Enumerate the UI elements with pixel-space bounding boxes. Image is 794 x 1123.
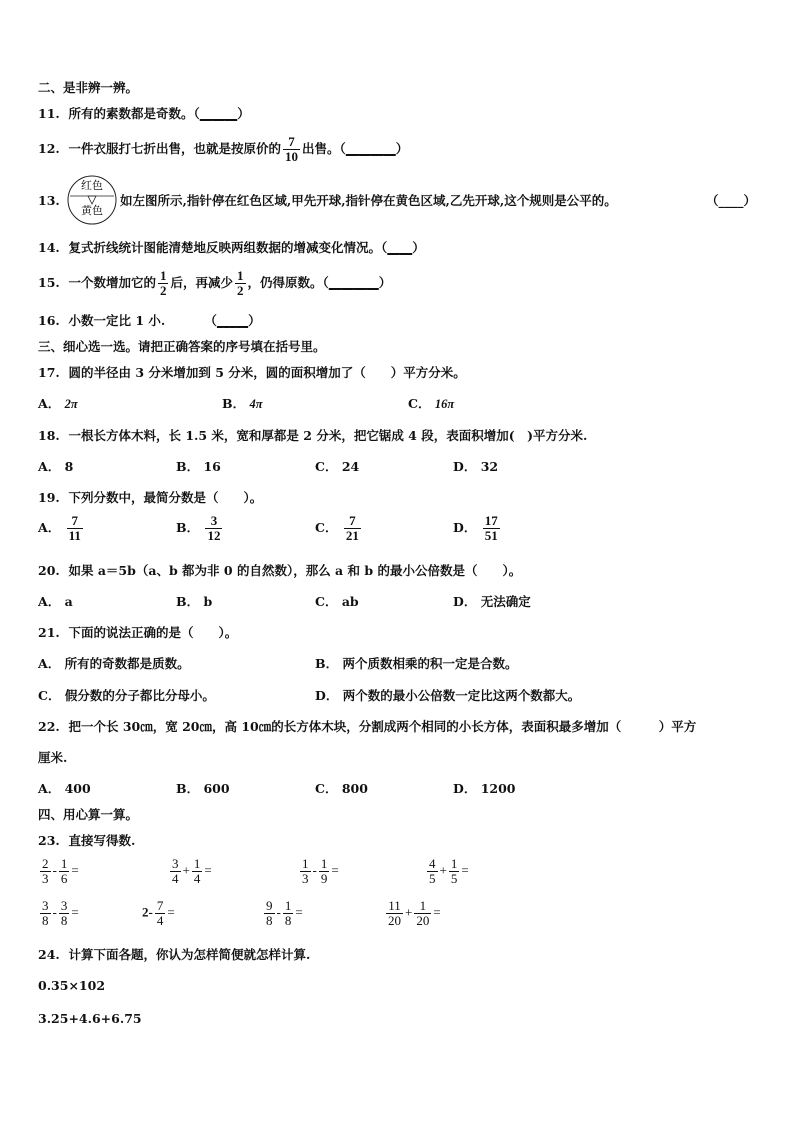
option-b[interactable]: B． 600	[176, 781, 230, 796]
option-c[interactable]: C． 800	[315, 781, 368, 796]
fraction: $\frac{1}{2}$	[237, 268, 244, 298]
option-c[interactable]: C． 16π	[408, 396, 455, 411]
answer-blank-15[interactable]: ________	[328, 275, 379, 290]
expression: $\frac{4}{5}$ + $\frac{1}{5}$ =	[429, 856, 469, 886]
question-12: 12. 一件衣服打七折出售，也就是按原价的 $\frac{7}{10}$ 出售。（________）	[38, 134, 409, 164]
question-15: 15. 一个数增加它的 $\frac{1}{2}$ 后，再减少 $\frac{1}{2}$ ，仍得原数。（________）	[38, 268, 392, 298]
fraction: $\frac{1}{2}$	[159, 268, 167, 298]
option-b[interactable]: B． 4π	[222, 396, 263, 411]
red-region-label: 红色	[81, 179, 103, 192]
answer-blank-12[interactable]: ________	[345, 141, 396, 156]
fraction: $\frac{7}{10}$	[284, 134, 298, 164]
option-d[interactable]: D． 1200	[453, 781, 516, 796]
option-a[interactable]: A． 400	[38, 781, 91, 796]
section-heading-2: 二、是非辨一辨。	[38, 80, 139, 95]
question-24: 24. 计算下面各题，你认为怎样简便就怎样计算.	[38, 947, 311, 962]
option-a[interactable]: A． $\frac{7}{11}$	[38, 513, 81, 543]
expression: $\frac{2}{3}$ - $\frac{1}{6}$ =	[42, 856, 79, 886]
question-17: 17. 圆的半径由 3 分米增加到 5 分米，圆的面积增加了（ ）平方分米。	[38, 365, 466, 380]
option-a[interactable]: A． 8	[38, 459, 74, 474]
expression: $\frac{1}{3}$ - $\frac{1}{9}$ =	[302, 856, 339, 886]
option-d[interactable]: D． $\frac{17}{51}$	[453, 513, 498, 543]
option-d[interactable]: D． 两个数的最小公倍数一定比这两个数都大。	[315, 688, 581, 703]
option-c[interactable]: C． ab	[315, 594, 359, 609]
question-13-number: 13.	[38, 193, 60, 208]
expression: 2- $\frac{7}{4}$ =	[142, 898, 175, 928]
section-heading-3: 三、细心选一选。请把正确答案的序号填在括号里。	[38, 339, 326, 354]
expression: $\frac{3}{8}$ - $\frac{3}{8}$ =	[42, 898, 79, 928]
question-19: 19. 下列分数中，最简分数是（ ）。	[38, 490, 263, 505]
expression: $\frac{3}{4}$ + $\frac{1}{4}$ =	[172, 856, 212, 886]
expression: $\frac{9}{8}$ - $\frac{1}{8}$ =	[266, 898, 303, 928]
question-20: 20. 如果 a＝5b（a、b 都为非 0 的自然数），那么 a 和 b 的最小公倍数是（ ）。	[38, 563, 522, 578]
pointer-icon	[88, 196, 96, 204]
calculation-1: 0.35×102	[38, 978, 106, 993]
question-13-text: 如左图所示,指针停在红色区域,甲先开球,指针停在黄色区域,乙先开球,这个规则是公平的。	[120, 193, 617, 208]
option-b[interactable]: B． 16	[176, 459, 221, 474]
question-23: 23. 直接写得数.	[38, 833, 136, 848]
answer-blank-11[interactable]: ______	[199, 106, 238, 121]
option-c[interactable]: C． $\frac{7}{21}$	[315, 513, 359, 543]
question-22-cont: 厘米.	[38, 750, 68, 765]
expression: $\frac{11}{20}$ + $\frac{1}{20}$ =	[388, 898, 441, 928]
option-d[interactable]: D． 32	[453, 459, 499, 474]
answer-blank-14[interactable]: ____	[387, 240, 413, 255]
answer-blank-13[interactable]: （____）	[706, 193, 757, 208]
question-21: 21. 下面的说法正确的是（ ）。	[38, 625, 238, 640]
option-b[interactable]: B． $\frac{3}{12}$	[176, 513, 221, 543]
question-18: 18. 一根长方体木料，长 1.5 米，宽和厚都是 2 分米，把它锯成 4 段，表面积增加( )平方分米.	[38, 428, 588, 443]
yellow-region-label: 黄色	[81, 204, 103, 217]
option-d[interactable]: D． 无法确定	[453, 594, 531, 609]
question-11: 11. 所有的素数都是奇数。（______）	[38, 106, 250, 121]
option-c[interactable]: C． 假分数的分子都比分母小。	[38, 688, 215, 703]
spinner-diagram	[66, 174, 118, 226]
option-a[interactable]: A． a	[38, 594, 73, 609]
question-14: 14. 复式折线统计图能清楚地反映两组数据的增减变化情况。（____）	[38, 240, 425, 255]
question-22: 22. 把一个长 30㎝，宽 20㎝，高 10㎝的长方体木块，分割成两个相同的小长方体，表面积最多增加（ ）平方	[38, 719, 697, 734]
option-b[interactable]: B． 两个质数相乘的积一定是合数。	[315, 656, 518, 671]
calculation-2: 3.25+4.6+6.75	[38, 1011, 142, 1026]
option-b[interactable]: B． b	[176, 594, 213, 609]
option-a[interactable]: A． 2π	[38, 396, 78, 411]
question-16: 16. 小数一定比 1 小. （_____）	[38, 313, 261, 328]
section-heading-4: 四、用心算一算。	[38, 807, 139, 822]
answer-blank-16[interactable]: _____	[216, 313, 249, 328]
option-a[interactable]: A． 所有的奇数都是质数。	[38, 656, 190, 671]
option-c[interactable]: C． 24	[315, 459, 360, 474]
